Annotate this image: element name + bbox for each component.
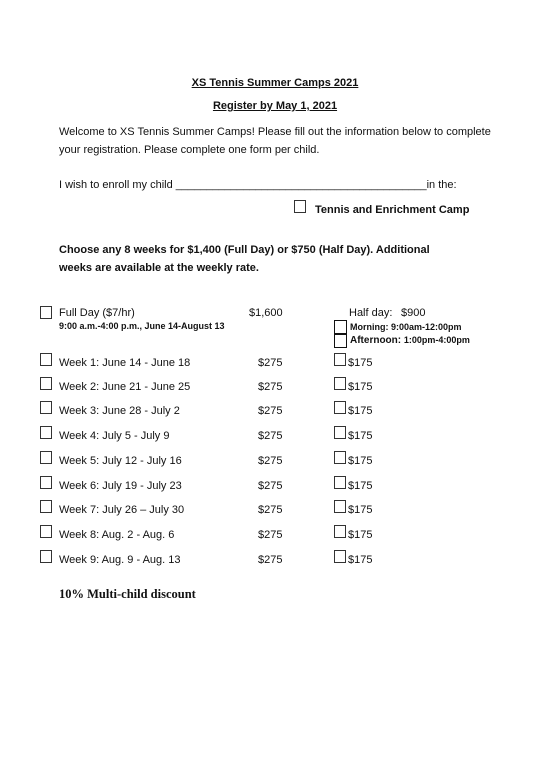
week-label: Week 9: Aug. 9 - Aug. 13 [59, 554, 181, 566]
full-day-price: $1,600 [249, 307, 283, 319]
week-half-price: $175 [348, 455, 373, 467]
afternoon-line [350, 335, 470, 346]
week-full-price: $275 [258, 554, 283, 566]
intro-text [59, 123, 499, 159]
choose-line-1: Choose any 8 weeks for $1,400 (Full Day) or $750 (Half Day). Additional [59, 244, 430, 256]
multi-child-discount: 10% Multi-child discount [59, 587, 196, 601]
week-half-checkbox[interactable] [334, 451, 346, 464]
camp-checkbox[interactable] [294, 200, 306, 213]
afternoon-checkbox[interactable] [334, 334, 347, 348]
choose-line-2: weeks are available at the weekly rate. [59, 262, 259, 274]
week-label: Week 8: Aug. 2 - Aug. 6 [59, 529, 175, 541]
week-label: Week 7: July 26 – July 30 [59, 504, 185, 516]
week-half-price: $175 [348, 504, 373, 516]
week-full-checkbox[interactable] [40, 377, 52, 390]
week-full-price: $275 [258, 405, 283, 417]
week-half-price: $175 [348, 381, 373, 393]
afternoon-time: 1:00pm-4:00pm [403, 335, 470, 345]
week-full-price: $275 [258, 480, 283, 492]
week-full-checkbox[interactable] [40, 401, 52, 414]
half-day-price: $900 [401, 307, 426, 319]
enroll-suffix: in the: [426, 179, 457, 191]
week-half-price: $175 [348, 357, 373, 369]
week-full-checkbox[interactable] [40, 426, 52, 439]
half-day-label: Half day: [349, 307, 393, 319]
full-day-label: Full Day ($7/hr) [59, 307, 135, 319]
child-name-blank[interactable]: _________________________________________ [175, 179, 427, 191]
intro-line-2: your registration. Please complete one form per child. [59, 144, 320, 156]
week-half-checkbox[interactable] [334, 525, 346, 538]
week-half-price: $175 [348, 430, 373, 442]
week-label: Week 3: June 28 - July 2 [59, 405, 180, 417]
week-half-checkbox[interactable] [334, 401, 346, 414]
week-half-checkbox[interactable] [334, 377, 346, 390]
week-full-checkbox[interactable] [40, 500, 52, 513]
morning-label: Morning: 9:00am-12:00pm [350, 322, 462, 332]
week-half-price: $175 [348, 480, 373, 492]
week-full-price: $275 [258, 430, 283, 442]
week-half-price: $175 [348, 554, 373, 566]
week-label: Week 5: July 12 - July 16 [59, 455, 182, 467]
page-title: XS Tennis Summer Camps 2021 [191, 77, 359, 89]
week-label: Week 2: June 21 - June 25 [59, 381, 191, 393]
intro-line-1: Welcome to XS Tennis Summer Camps! Please fill out the information below to complete [59, 126, 491, 138]
week-label: Week 4: July 5 - July 9 [59, 430, 170, 442]
week-half-price: $175 [348, 529, 373, 541]
week-full-price: $275 [258, 455, 283, 467]
enroll-line [59, 176, 457, 194]
week-label: Week 1: June 14 - June 18 [59, 357, 191, 369]
week-half-checkbox[interactable] [334, 550, 346, 563]
choose-text [59, 241, 430, 277]
week-half-checkbox[interactable] [334, 476, 346, 489]
week-full-checkbox[interactable] [40, 476, 52, 489]
week-half-price: $175 [348, 405, 373, 417]
week-full-checkbox[interactable] [40, 353, 52, 366]
afternoon-label: Afternoon: [350, 335, 402, 346]
week-half-checkbox[interactable] [334, 500, 346, 513]
week-full-price: $275 [258, 529, 283, 541]
week-full-price: $275 [258, 504, 283, 516]
page-subtitle: Register by May 1, 2021 [212, 100, 338, 112]
morning-checkbox[interactable] [334, 320, 347, 334]
enroll-prefix: I wish to enroll my child [59, 179, 173, 191]
full-day-hours: 9:00 a.m.-4:00 p.m., June 14-August 13 [59, 321, 225, 331]
camp-label: Tennis and Enrichment Camp [315, 204, 470, 216]
full-day-checkbox[interactable] [40, 306, 52, 319]
week-full-checkbox[interactable] [40, 451, 52, 464]
week-half-checkbox[interactable] [334, 426, 346, 439]
week-full-checkbox[interactable] [40, 550, 52, 563]
week-full-price: $275 [258, 357, 283, 369]
week-half-checkbox[interactable] [334, 353, 346, 366]
week-label: Week 6: July 19 - July 23 [59, 480, 182, 492]
week-full-price: $275 [258, 381, 283, 393]
week-full-checkbox[interactable] [40, 525, 52, 538]
